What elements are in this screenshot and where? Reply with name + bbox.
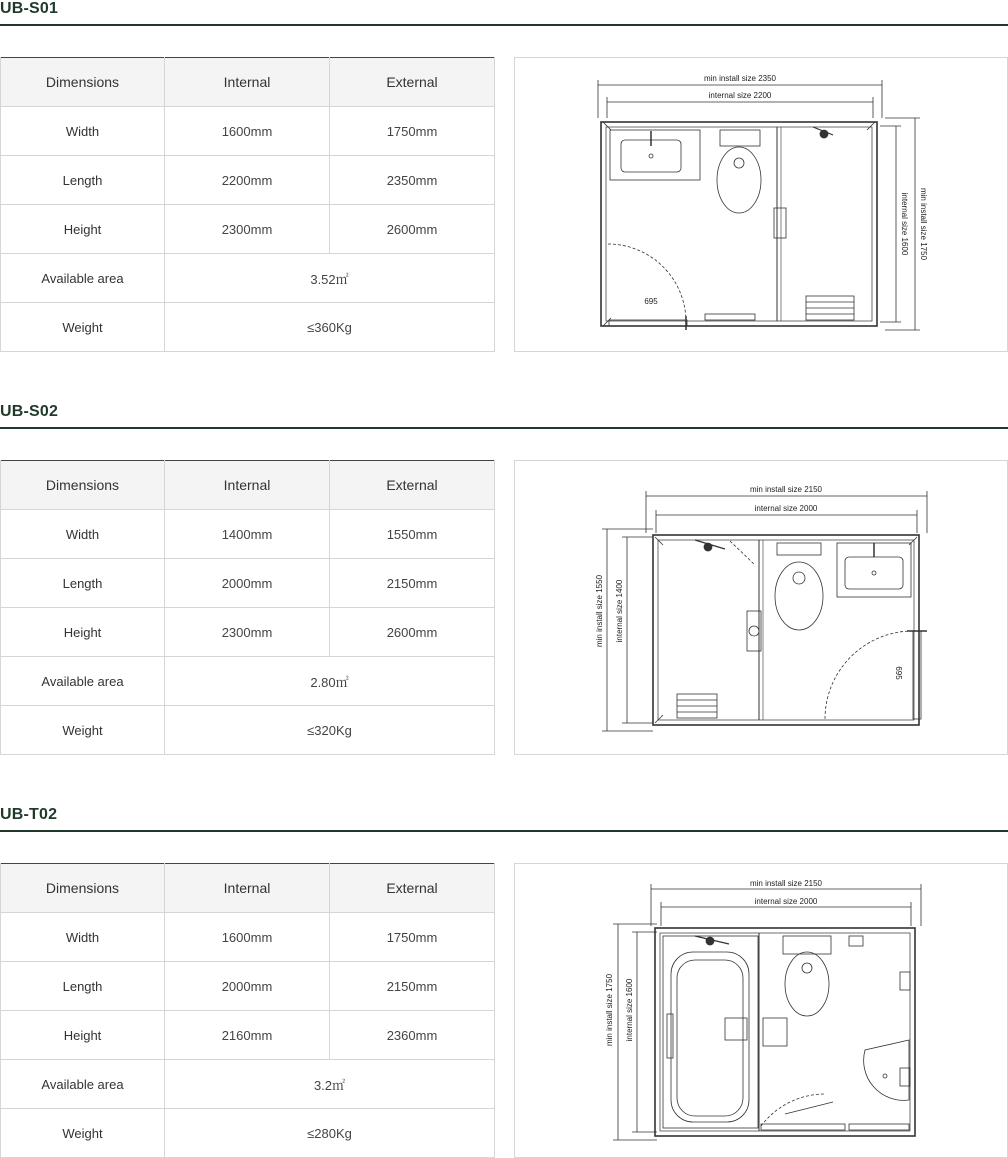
wall-outline xyxy=(653,535,919,725)
table-row-length xyxy=(1,559,495,608)
table-row-width xyxy=(1,107,495,156)
table-row-weight xyxy=(1,706,495,755)
dimension-label-top-inner: internal size 2000 xyxy=(754,504,818,513)
internal-value: 2300mm xyxy=(165,608,330,657)
dimension-label-top-outer: min install size 2150 xyxy=(749,879,823,888)
header-dimensions: Dimensions xyxy=(1,58,165,107)
dimension-label-side-inner: internal size 1600 xyxy=(625,978,634,1042)
section-title: UB-S01 xyxy=(0,0,59,17)
table-row-width xyxy=(1,913,495,962)
internal-value: 2200mm xyxy=(165,156,330,205)
door-swing xyxy=(608,244,686,322)
dimension-label-top-inner: internal size 2000 xyxy=(754,897,818,906)
header-internal: Internal xyxy=(165,58,330,107)
table-header-row xyxy=(1,864,495,913)
header-internal: Internal xyxy=(165,864,330,913)
table-header-row xyxy=(1,58,495,107)
table-row-height xyxy=(1,608,495,657)
spec-table xyxy=(0,863,495,1158)
dimension-label-side-outer: min install size 1750 xyxy=(919,187,928,261)
table-row-height xyxy=(1,205,495,254)
internal-value: 1400mm xyxy=(165,510,330,559)
external-value: 2150mm xyxy=(330,559,495,608)
vanity xyxy=(610,130,700,180)
weight-value: ≤360Kg xyxy=(165,303,495,352)
floor-plan-svg xyxy=(515,864,1007,1157)
spec-table xyxy=(0,460,495,755)
weight-value: ≤280Kg xyxy=(165,1109,495,1158)
toilet xyxy=(717,147,761,213)
header-internal: Internal xyxy=(165,461,330,510)
floor-plan-drawing xyxy=(514,863,1008,1158)
external-value: 2150mm xyxy=(330,962,495,1011)
table-row-length xyxy=(1,962,495,1011)
dimension-label-side-inner: internal size 1400 xyxy=(615,579,624,643)
dimension-label-side-outer: min install size 1550 xyxy=(595,574,604,648)
external-value: 1750mm xyxy=(330,107,495,156)
section-divider xyxy=(0,427,1008,429)
door-width-label: 695 xyxy=(894,666,903,680)
door-swing xyxy=(761,1094,825,1126)
table-row-weight xyxy=(1,303,495,352)
row-label: Height xyxy=(1,205,165,254)
corner-sink xyxy=(864,1040,909,1100)
row-label: Weight xyxy=(1,706,165,755)
external-value: 2360mm xyxy=(330,1011,495,1060)
row-label: Available area xyxy=(1,1060,165,1109)
section-divider xyxy=(0,24,1008,26)
internal-value: 2000mm xyxy=(165,559,330,608)
section-title: UB-T02 xyxy=(0,806,58,823)
table-row-available-area xyxy=(1,1060,495,1109)
floor-plan-drawing xyxy=(514,460,1008,755)
section-divider xyxy=(0,830,1008,832)
row-label: Available area xyxy=(1,657,165,706)
table-row-width xyxy=(1,510,495,559)
header-dimensions: Dimensions xyxy=(1,864,165,913)
external-value: 2600mm xyxy=(330,205,495,254)
external-value: 2350mm xyxy=(330,156,495,205)
table-header-row xyxy=(1,461,495,510)
row-label: Length xyxy=(1,559,165,608)
internal-value: 2000mm xyxy=(165,962,330,1011)
wall-outline xyxy=(601,122,877,326)
external-value: 1750mm xyxy=(330,913,495,962)
weight-value: ≤320Kg xyxy=(165,706,495,755)
toilet xyxy=(785,952,829,1016)
row-label: Height xyxy=(1,608,165,657)
internal-value: 2300mm xyxy=(165,205,330,254)
floor-plan-svg xyxy=(515,461,1007,754)
section-title: UB-S02 xyxy=(0,403,59,420)
row-label: Length xyxy=(1,156,165,205)
row-label: Width xyxy=(1,510,165,559)
external-value: 1550mm xyxy=(330,510,495,559)
floor-plan-svg xyxy=(515,58,1007,351)
row-label: Width xyxy=(1,107,165,156)
table-row-available-area xyxy=(1,657,495,706)
header-external: External xyxy=(330,461,495,510)
door-width-label: 695 xyxy=(644,297,658,306)
row-label: Height xyxy=(1,1011,165,1060)
header-dimensions: Dimensions xyxy=(1,461,165,510)
area-value: 3.52㎡ xyxy=(165,254,495,303)
dimension-label-side-outer: min install size 1750 xyxy=(605,973,614,1047)
dimension-label-top-outer: min install size 2150 xyxy=(749,485,823,494)
internal-value: 1600mm xyxy=(165,913,330,962)
floor-plan-drawing xyxy=(514,57,1008,352)
table-row-available-area xyxy=(1,254,495,303)
row-label: Length xyxy=(1,962,165,1011)
row-label: Weight xyxy=(1,1109,165,1158)
area-value: 3.2㎡ xyxy=(165,1060,495,1109)
spec-table xyxy=(0,57,495,352)
table-row-weight xyxy=(1,1109,495,1158)
internal-value: 2160mm xyxy=(165,1011,330,1060)
internal-value: 1600mm xyxy=(165,107,330,156)
dimension-label-top-inner: internal size 2200 xyxy=(708,91,772,100)
row-label: Weight xyxy=(1,303,165,352)
row-label: Available area xyxy=(1,254,165,303)
dimension-label-top-outer: min install size 2350 xyxy=(703,74,777,83)
external-value: 2600mm xyxy=(330,608,495,657)
table-row-height xyxy=(1,1011,495,1060)
row-label: Width xyxy=(1,913,165,962)
table-row-length xyxy=(1,156,495,205)
header-external: External xyxy=(330,58,495,107)
dimension-label-side-inner: internal size 1600 xyxy=(900,192,909,256)
header-external: External xyxy=(330,864,495,913)
area-value: 2.80㎡ xyxy=(165,657,495,706)
